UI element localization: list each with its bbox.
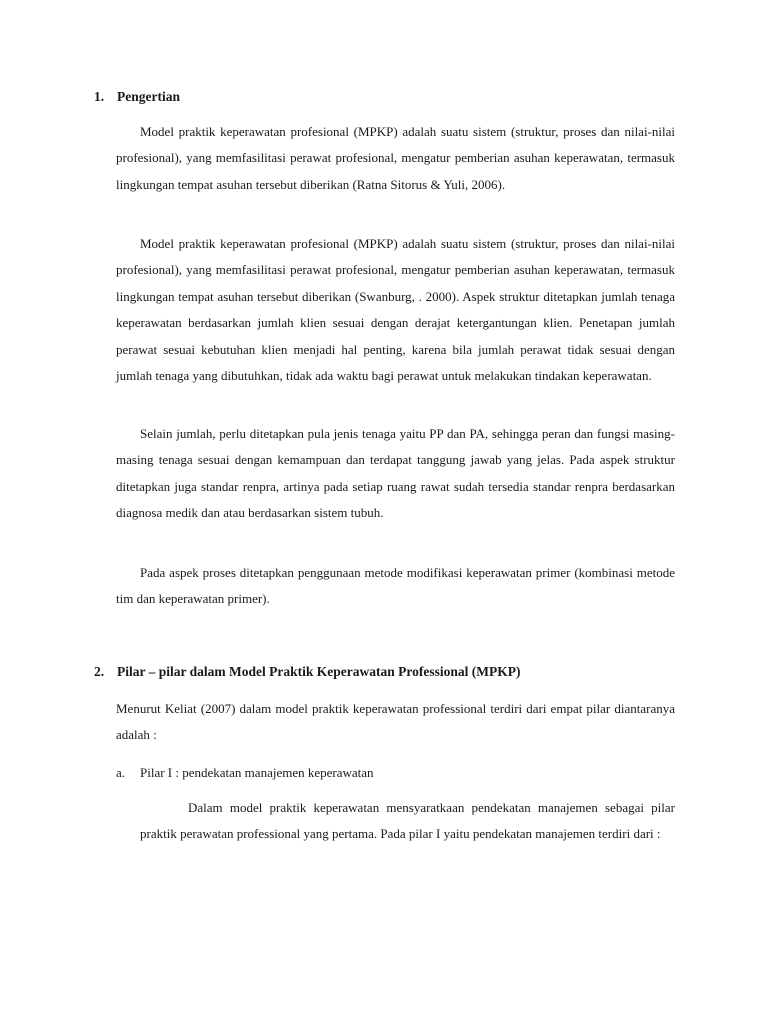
subitem-letter: a. [116,765,126,780]
subitem-title: Pilar I : pendekatan manajemen keperawatan [140,765,374,780]
section2-intro: Menurut Keliat (2007) dalam model praktik keperawatan professional terdiri dari empat pilar diantaranya adalah : [116,701,675,743]
subitem-paragraph: Dalam model praktik keperawatan mensyaratkaan pendekatan manajemen sebagai pilar praktik perawatan professional yang pertama. Pada pilar I yaitu pendekatan manajemen terdiri dari : [140,800,675,842]
section-heading-1 [94,87,180,107]
section-title: Pilar – pilar dalam Model Praktik Keperawatan Professional (MPKP) [117,664,521,679]
paragraph-3: Selain jumlah, perlu ditetapkan pula jenis tenaga yaitu PP dan PA, sehingga peran dan fungsi masing-masing tenaga sesuai dengan kemampuan dan terdapat tanggung jawab yang jelas. Pada aspek struktur ditetapkan juga standar renpra, artinya pada setiap ruang rawat sudah tersedia standar renpra berdasarkan diagnosa medik dan atau berdasarkan sistem tubuh. [116,426,675,521]
section-number: 2. [94,664,105,679]
section-number: 1. [94,89,105,104]
paragraph-4: Pada aspek proses ditetapkan penggunaan metode modifikasi keperawatan primer (kombinasi metode tim dan keperawatan primer). [116,565,675,607]
section-heading-2 [94,662,520,682]
section-title: Pengertian [117,89,180,104]
subitem-heading-a [116,763,374,783]
paragraph-1: Model praktik keperawatan profesional (MPKP) adalah suatu sistem (struktur, proses dan nilai-nilai profesional), yang memfasilitasi perawat profesional, mengatur pemberian asuhan keperawatan, termasuk lingkungan tempat asuhan tersebut diberikan (Ratna Sitorus & Yuli, 2006). [116,124,675,192]
paragraph-2: Model praktik keperawatan profesional (MPKP) adalah suatu sistem (struktur, proses dan nilai-nilai profesional), yang memfasilitasi perawat profesional, mengatur pemberian asuhan keperawatan, termasuk lingkungan tempat asuhan tersebut diberikan (Swanburg, . 2000). Aspek struktur ditetapkan jumlah tenaga keperawatan berdasarkan jumlah klien sesuai dengan derajat ketergantungan klien. Penetapan jumlah perawat sesuai kebutuhan klien menjadi hal penting, karena bila jumlah perawat tidak sesuai dengan jumlah tenaga yang dibutuhkan, tidak ada waktu bagi perawat untuk melakukan tindakan keperawatan. [116,236,675,384]
